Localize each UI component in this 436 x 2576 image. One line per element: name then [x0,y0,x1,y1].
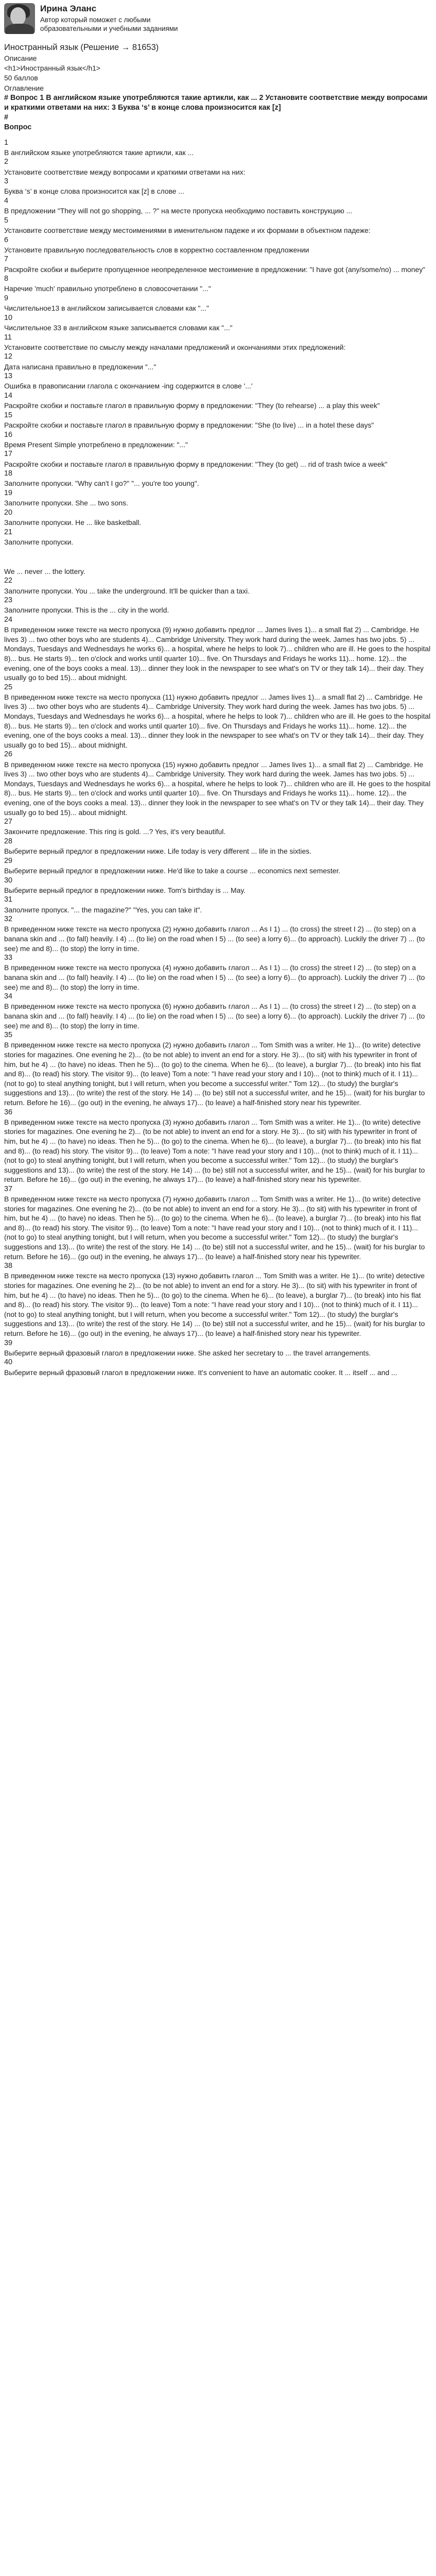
question-item [4,876,432,895]
page-title: Иностранный язык (Решение → 81653) [4,43,159,52]
question-item [4,313,432,333]
question-text: Закончите предложение. This ring is gold. ...? Yes, it's very beautiful. [4,827,226,836]
question-text-continued: We ... never ... the lottery. [4,567,85,575]
question-text: В приведенном ниже тексте на место пропуска (3) нужно добавить глагол ... Tom Smith was a writer. He 1)... (to write) detective stories for magazines. One evening he 2)... (to be not able) to invent an end for a story. He 3)... (to sit) with his typewriter in front of him, but he 4) ... (to have) no ideas. Then he 5)... (to go) to the cinema. When he 6)... (to leave), a burglar 7)... (to break) into his flat and 8)... (to read) his story. The visitor 9)... (to leave) Tom a note: "I have read your story and I 10)... (not to think) much of it. I 11)... (not to go) to steal anything tonight, but I will return, when you become a successful writer." Tom 12)... (to study) the burglar's suggestions and 13)... (to write) the rest of the story. He 14) ... (to be) still not a successful writer, and he 15)... (wait) for his burglar to return. Before he 16)... (go out) in the evening, he always 17)... (to leave) a half-finished story near his typewriter. [4,1117,425,1184]
question-item [4,856,432,876]
question-text: Числительное 33 в английском языке записывается словами как "..." [4,324,233,332]
question-text: Раскройте скобки и поставьте глагол в правильную форму в предложении: "They (to rehearse) ... a play this week" [4,401,380,410]
question-text: Заполните пропуски. You ... take the underground. It'll be quicker than a taxi. [4,586,250,595]
question-item [4,430,432,450]
question-number: 39 [4,1338,13,1347]
question-text: Выберите верный предлог в предложении ниже. Life today is very different ... life in the sixties. [4,847,311,856]
question-number: 31 [4,895,13,904]
question-number: 9 [4,294,9,302]
question-text: Выберите верный предлог в предложении ниже. He'd like to take a course ... economics next semester. [4,867,341,875]
question-text: Заполните пропуски. "Why can't I go?" "... you're too young". [4,479,199,488]
question-number: 20 [4,508,13,517]
question-text: Заполните пропуск. "... the magazine?" "Yes, you can take it". [4,905,202,914]
question-item [4,371,432,391]
question-list [4,138,432,1378]
question-text: Установите соответствие между местоимениями в именительном падеже и их формами в объектном падеже: [4,226,371,235]
question-number: 5 [4,216,9,225]
question-number: 17 [4,450,13,459]
question-number: 4 [4,197,9,206]
question-number: 16 [4,430,13,439]
question-text: Время Present Simple употреблено в предложении: "..." [4,440,188,449]
question-item [4,274,432,294]
question-number: 15 [4,411,13,419]
question-number: 14 [4,391,13,400]
question-text: Буква ‘s’ в конце слова произносится как [z] в слове ... [4,187,184,196]
question-number: 24 [4,615,13,624]
question-item [4,508,432,528]
question-number: 1 [4,138,9,147]
question-text: В приведенном ниже тексте на место пропуска (4) нужно добавить глагол ... As I 1) ... (to cross) the street I 2) ... (to step) on a banana skin and ... (to fall) heavily. I 4) ... (to lie) on the road when I 5) ... (to see) a lorry 6)... (to approach). Luckily the driver 7) ... (to see) me and 8)... (to stop) the lorry in time. [4,963,425,991]
description-text: <h1>Иностранный язык</h1> [4,64,100,73]
question-number: 38 [4,1262,13,1270]
question-item [4,1184,432,1261]
question-text: Установите правильную последовательность слов в корректно составленном предложении [4,245,309,254]
question-number: 28 [4,837,13,846]
question-item [4,992,432,1030]
question-text: В приведенном ниже тексте на место пропуска (11) нужно добавить предлог ... James lives 1)... a small flat 2) ... Cambridge. He lives 3) ... two other boys who are students 4)... Cambridge University. They work hard during the week. James has two jobs. 5) ... Mondays, Tuesdays and Wednesdays he works 6)... a hospital, where he helps to look 7)... children who are ill. He goes to the hospital 8)... bus. He starts 9)... ten o'clock and works until quarter 10)... five. On Thursdays and Fridays he works 11)... home. 12)... the evening, one of the boys cooks a meal. 13)... dinner they look in the newspaper to see what's on TV or they talk 14)... their day. They usually go to bed 15)... about midnight. [4,692,431,749]
question-item [4,895,432,914]
question-number: 10 [4,313,13,322]
question-text: В приведенном ниже тексте на место пропуска (7) нужно добавить глагол ... Tom Smith was a writer. He 1)... (to write) detective stories for magazines. One evening he 2)... (to be not able) to invent an end for a story. He 3)... (to sit) with his typewriter in front of him, but he 4) ... (to have) no ideas. Then he 5)... (to go) to the cinema. When he 6)... (to leave), a burglar 7)... (to break) into his flat and 8)... (to read) his story. The visitor 9)... (to leave) Tom a note: "I have read your story and I 10)... (not to think) much of it. I 11)... (not to go) to steal anything tonight, but I will return, when you become a successful writer." Tom 12)... (to study) the burglar's suggestions and 13)... (to write) the rest of the story. He 14) ... (to be) still not a successful writer, and he 15)... (wait) for his burglar to return. Before he 16)... (go out) in the evening, he always 17)... (to leave) a half-finished story near his typewriter. [4,1195,425,1261]
question-item [4,953,432,992]
question-text: Выберите верный фразовый глагол в предложении ниже. It's convenient to have an automatic cooker. It ... itself ... and ... [4,1368,397,1377]
question-text: Ошибка в правописании глагола с окончанием -ing содержится в слове '...' [4,382,253,391]
question-text: Заполните пропуски. [4,537,74,546]
question-item [4,528,432,577]
contents-label: Оглавление [4,84,44,92]
question-number: 27 [4,818,13,826]
question-item [4,596,432,615]
question-text: Выберите верный предлог в предложении ниже. Tom's birthday is ... May. [4,886,246,894]
question-number: 36 [4,1108,13,1116]
question-item [4,1030,432,1107]
question-number: 2 [4,158,9,166]
question-number: 11 [4,333,12,342]
author-name[interactable]: Ирина Эланс [40,4,97,13]
question-item [4,837,432,856]
question-number: 7 [4,255,9,264]
question-item [4,488,432,508]
question-item [4,157,432,177]
author-description: Автор который поможет с любыми образовательными и учебными заданиями [40,16,178,32]
question-item [4,1108,432,1184]
avatar[interactable] [4,3,35,34]
question-text: Заполните пропуски. This is the ... city in the world. [4,606,169,615]
question-number: 30 [4,876,13,885]
question-text: В приведенном ниже тексте на место пропуска (6) нужно добавить глагол ... As I 1) ... (to cross) the street I 2) ... (to step) on a banana skin and ... (to fall) heavily. I 4) ... (to lie) on the road when I 5) ... (to see) a lorry 6)... (to approach). Luckily the driver 7) ... (to see) me and 8)... (to stop) the lorry in time. [4,1002,425,1030]
question-text: Наречие 'much' правильно употреблено в словосочетании "..." [4,284,211,293]
question-text: Заполните пропуски. She ... two sons. [4,499,128,507]
question-text: Дата написана правильно в предложении "..." [4,362,156,371]
question-item [4,294,432,313]
question-item [4,333,432,352]
question-number: 37 [4,1184,13,1193]
question-item [4,411,432,430]
question-item [4,196,432,216]
question-number: 23 [4,596,13,605]
question-text: В приведенном ниже тексте на место пропуска (9) нужно добавить предлог ... James lives 1)... a small flat 2) ... Cambridge. He lives 3) ... two other boys who are students 4)... Cambridge University. They work hard during the week. James has two jobs. 5) ... Mondays, Tuesdays and Wednesdays he works 6)... a hospital, where he helps to look 7)... children who are ill. He goes to the hospital 8)... bus. He starts 9)... ten o'clock and works until quarter 10)... five. On Thursdays and Fridays he works 11)... home. 12)... the evening, one of the boys cooks a meal. 13)... dinner they look in the newspaper to see what's on TV or they talk 14)... their day. They usually go to bed 15)... about midnight. [4,625,431,682]
question-text: Числительное13 в английском записывается словами как "..." [4,304,209,313]
question-text: Установите соответствие между вопросами и краткими ответами на них: [4,167,246,176]
question-text: Заполните пропуски. He ... like basketball. [4,518,142,527]
question-item [4,138,432,158]
question-item [4,391,432,411]
question-number: 21 [4,528,13,536]
question-number: 29 [4,856,13,865]
description-label: Описание [4,55,37,62]
questions-heading: # Вопрос 1 В английском языке употребляются такие артикли, как ... 2 Установите соответствие между вопросами и краткими ответами на них: 3 Буква ‘s’ в конце слова произносится как [z] [4,93,428,112]
question-number: 3 [4,177,9,186]
question-text: В предложении "They will not go shopping, ... ?" на месте пропуска необходимо поставить конструкцию ... [4,207,353,215]
hash-mark: # [4,113,9,122]
question-number: 8 [4,275,9,283]
question-number: 33 [4,954,13,962]
question-item [4,683,432,750]
question-text: Выберите верный фразовый глагол в предложении ниже. She asked her secretary to ... the travel arrangements. [4,1348,371,1357]
question-item [4,615,432,683]
question-number: 35 [4,1031,13,1040]
question-text: Раскройте скобки и поставьте глагол в правильную форму в предложении: "She (to live) ... in a hotel these days" [4,420,374,429]
question-item [4,255,432,274]
question-number: 12 [4,352,13,361]
question-number: 22 [4,577,13,585]
question-item [4,177,432,196]
author-info [40,3,195,33]
question-text: Раскройте скобки и поставьте глагол в правильную форму в предложении: "They (to get) ... rid of trash twice a week" [4,460,388,468]
question-number: 26 [4,750,13,759]
question-number: 13 [4,372,13,381]
question-text: Установите соответствие по смыслу между началами предложений и окончаниями этих предложений: [4,343,346,351]
question-item [4,352,432,371]
question-text: В приведенном ниже тексте на место пропуска (2) нужно добавить глагол ... As I 1) ... (to cross) the street I 2) ... (to step) on a banana skin and ... (to fall) heavily. I 4) ... (to lie) on the road when I 5) ... (to see) a lorry 6)... (to approach). Luckily the driver 7) ... (to see) me and 8)... (to stop) the lorry in time. [4,925,425,953]
question-item [4,1358,432,1377]
question-item [4,576,432,596]
question-number: 34 [4,992,13,1001]
question-text: Раскройте скобки и выберите пропущенное неопределенное местоимение в предложении: "I have got (any/some/no) ... money" [4,265,426,274]
score: 50 баллов [4,74,38,82]
question-item [4,449,432,469]
section-label: Вопрос [4,123,32,132]
question-text: В приведенном ниже тексте на место пропуска (2) нужно добавить глагол ... Tom Smith was a writer. He 1)... (to write) detective stories for magazines. One evening he 2)... (to be not able) to invent an end for a story. He 3)... (to sit) with his typewriter in front of him, but he 4) ... (to have) no ideas. Then he 5)... (to go) to the cinema. When he 6)... (to leave), a burglar 7)... (to break) into his flat and 8)... (to read) his story. The visitor 9)... (to leave) Tom a note: "I have read your story and I 10)... (not to think) much of it. I 11)... (not to go) to steal anything tonight, but I will return, when you become a successful writer." Tom 12)... (to study) the burglar's suggestions and 13)... (to write) the rest of the story. He 14) ... (to be) still not a successful writer, and he 15)... (wait) for his burglar to return. Before he 16)... (go out) in the evening, he always 17)... (to leave) a half-finished story near his typewriter. [4,1041,425,1107]
question-number: 25 [4,683,13,691]
question-number: 6 [4,235,9,244]
question-number: 40 [4,1358,13,1367]
question-item [4,216,432,235]
question-number: 32 [4,915,13,924]
question-number: 18 [4,469,13,478]
question-text: В английском языке употребляются такие артикли, как ... [4,148,194,157]
question-number: 19 [4,488,13,497]
question-item [4,1261,432,1338]
question-text: В приведенном ниже тексте на место пропуска (13) нужно добавить глагол ... Tom Smith was a writer. He 1)... (to write) detective stories for magazines. One evening he 2)... (to be not able) to invent an end for a story. He 3)... (to sit) with his typewriter in front of him, but he 4) ... (to have) no ideas. Then he 5)... (to go) to the cinema. When he 6)... (to leave), a burglar 7)... (to break) into his flat and 8)... (to read) his story. The visitor 9)... (to leave) Tom a note: "I have read your story and I 10)... (not to think) much of it. I 11)... (not to go) to steal anything tonight, but I will return, when you become a successful writer." Tom 12)... (to study) the burglar's suggestions and 13)... (to write) the rest of the story. He 14) ... (to be) still not a successful writer, and he 15)... (wait) for his burglar to return. Before he 16)... (go out) in the evening, he always 17)... (to leave) a half-finished story near his typewriter. [4,1272,425,1337]
question-item [4,235,432,255]
question-item [4,750,432,817]
question-item [4,817,432,837]
question-item [4,914,432,953]
question-text: В приведенном ниже тексте на место пропуска (15) нужно добавить предлог ... James lives 1)... a small flat 2) ... Cambridge. He lives 3) ... two other boys who are students 4)... Cambridge University. They work hard during the week. James has two jobs. 5) ... Mondays, Tuesdays and Wednesdays he works 6)... a hospital, where he helps to look 7)... children who are ill. He goes to the hospital 8)... bus. He starts 9)... ten o'clock and works until quarter 10)... five. On Thursdays and Fridays he works 11)... home. 12)... the evening, one of the boys cooks a meal. 13)... dinner they look in the newspaper to see what's on TV or they talk 14)... their day. They usually go to bed 15)... about midnight. [4,760,431,817]
author-header [4,3,432,37]
question-item [4,469,432,488]
question-item [4,1338,432,1358]
